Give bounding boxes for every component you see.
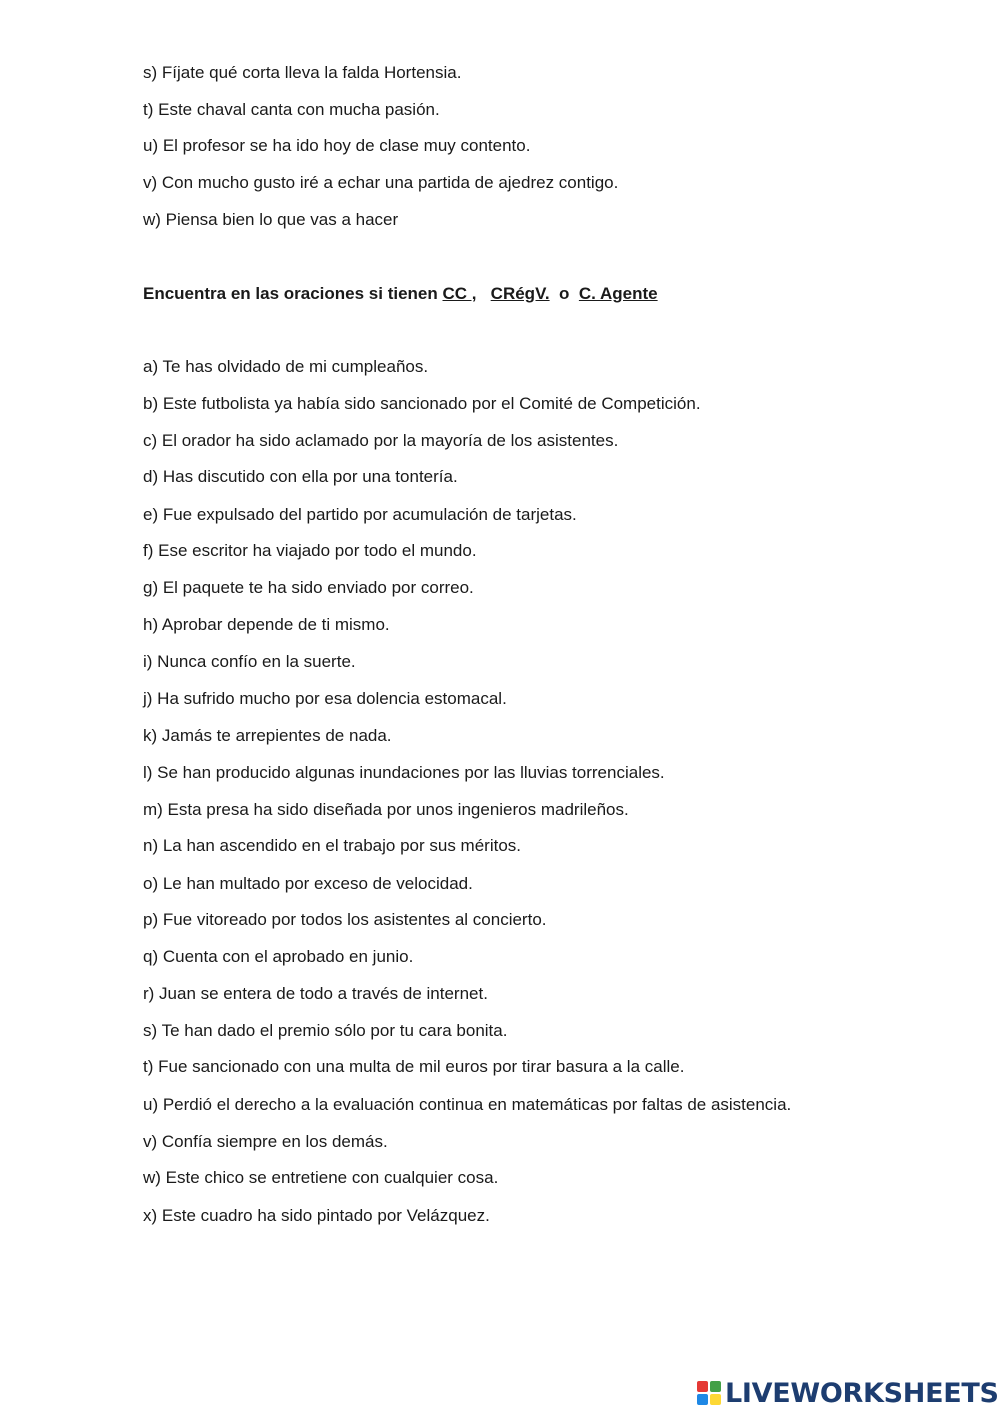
list-item: g) El paquete te ha sido enviado por correo.: [143, 578, 474, 597]
list-item: u) El profesor se ha ido hoy de clase muy contento.: [143, 136, 531, 155]
logo-square: [697, 1381, 708, 1392]
list-item: l) Se han producido algunas inundaciones por las lluvias torrenciales.: [143, 763, 665, 782]
list-item: w) Piensa bien lo que vas a hacer: [143, 210, 399, 229]
section-heading: [143, 283, 658, 305]
list-item: w) Este chico se entretiene con cualquier cosa.: [143, 1168, 499, 1187]
heading-prefix: Encuentra en las oraciones si tienen: [143, 284, 443, 303]
list-item: t) Este chaval canta con mucha pasión.: [143, 100, 440, 119]
list-item: a) Te has olvidado de mi cumpleaños.: [143, 357, 429, 376]
list-item: x) Este cuadro ha sido pintado por Velázquez.: [143, 1206, 490, 1225]
logo-square: [710, 1381, 721, 1392]
list-item: p) Fue vitoreado por todos los asistentes al concierto.: [143, 910, 547, 929]
list-item: s) Fíjate qué corta lleva la falda Hortensia.: [143, 63, 462, 82]
list-item: d) Has discutido con ella por una tontería.: [143, 467, 458, 486]
list-item: i) Nunca confío en la suerte.: [143, 652, 356, 671]
list-item: n) La han ascendido en el trabajo por sus méritos.: [143, 836, 522, 855]
list-item: m) Esta presa ha sido diseñada por unos ingenieros madrileños.: [143, 800, 629, 819]
list-item: j) Ha sufrido mucho por esa dolencia estomacal.: [143, 689, 507, 708]
list-item: e) Fue expulsado del partido por acumulación de tarjetas.: [143, 505, 577, 524]
logo-mark-icon: [697, 1381, 721, 1405]
logo-text: LIVEWORKSHEETS: [725, 1377, 999, 1409]
heading-term-cc: CC ,: [442, 284, 477, 303]
heading-term-cregv: CRégV.: [490, 284, 550, 303]
list-item: t) Fue sancionado con una multa de mil euros por tirar basura a la calle.: [143, 1057, 685, 1076]
list-item: h) Aprobar depende de ti mismo.: [143, 615, 390, 634]
list-item: q) Cuenta con el aprobado en junio.: [143, 947, 414, 966]
heading-connector: o: [554, 284, 575, 303]
list-item: o) Le han multado por exceso de velocidad.: [143, 874, 473, 893]
logo-square: [710, 1394, 721, 1405]
list-item: b) Este futbolista ya había sido sancionado por el Comité de Competición.: [143, 394, 701, 413]
list-item: k) Jamás te arrepientes de nada.: [143, 726, 392, 745]
list-item: v) Confía siempre en los demás.: [143, 1132, 388, 1151]
list-item: v) Con mucho gusto iré a echar una partida de ajedrez contigo.: [143, 173, 619, 192]
liveworksheets-logo: [697, 1377, 999, 1409]
list-item: f) Ese escritor ha viajado por todo el mundo.: [143, 541, 477, 560]
logo-square: [697, 1394, 708, 1405]
heading-term-agente: C. Agente: [578, 284, 658, 303]
list-item: r) Juan se entera de todo a través de internet.: [143, 984, 488, 1003]
list-item: u) Perdió el derecho a la evaluación continua en matemáticas por faltas de asistencia.: [143, 1095, 792, 1114]
list-item: c) El orador ha sido aclamado por la mayoría de los asistentes.: [143, 431, 619, 450]
list-item: s) Te han dado el premio sólo por tu cara bonita.: [143, 1021, 508, 1040]
